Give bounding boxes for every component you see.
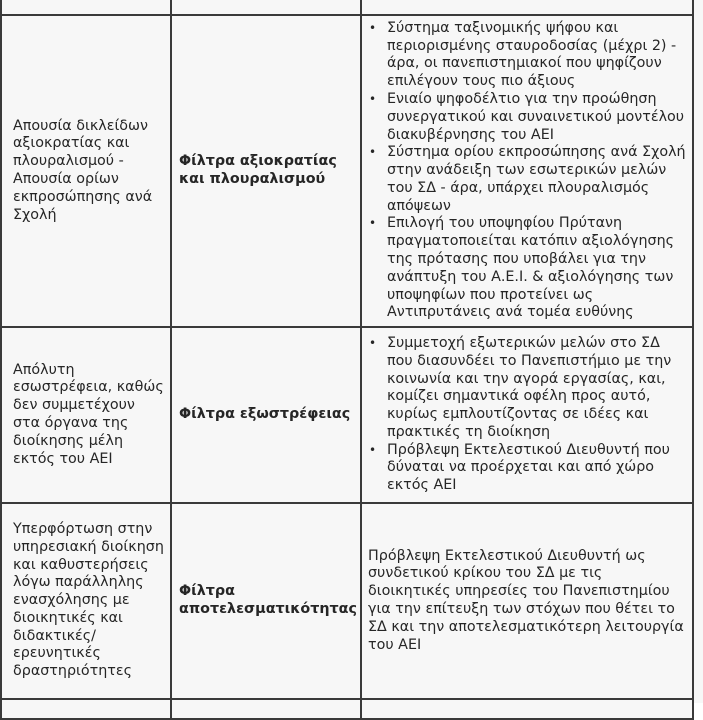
problem-cell: [1, 699, 171, 719]
table-row: [1, 327, 693, 503]
filter-cell: [171, 699, 361, 719]
filter-cell: [171, 0, 361, 15]
problem-text: Απόλυτη εσωστρέφεια, καθώς δεν συμμετέχουν στα όργανα της διοίκησης μέλη εκτός του ΑΕΙ: [13, 361, 164, 467]
filter-label: Φίλτρα αποτελεσματικότητας: [179, 583, 357, 617]
list-item: • Σύστημα ορίου εκπροσώπησης ανά Σχολή στην ανάδειξη των εσωτερικών μελών του ΣΔ - άρα, υπάρχει πλουραλισμός απόψεων: [369, 144, 686, 214]
bullet-icon: •: [369, 20, 377, 35]
problem-cell: [1, 0, 171, 15]
bullet-icon: •: [369, 91, 377, 106]
measures-cell: [361, 699, 693, 719]
bullet-icon: •: [369, 216, 377, 231]
measures-list: [368, 20, 686, 323]
filter-cell: [171, 503, 361, 699]
table-row: [1, 15, 693, 327]
filter-label: Φίλτρα εξωστρέφειας: [179, 406, 351, 423]
table-row: [1, 0, 693, 15]
measures-list: [368, 335, 686, 495]
table-row: [1, 503, 693, 699]
problem-cell: [1, 15, 171, 327]
list-item: • Σύστημα ταξινομικής ψήφου και περιορισμένης σταυροδοσίας (μέχρι 2) - άρα, οι πανεπιστημιακοί που ψηφίζουν επιλέγουν τους πιο άξιους: [369, 19, 677, 90]
list-item: • Επιλογή του υποψηφίου Πρύτανη πραγματοποιείται κατόπιν αξιολόγησης της πρότασης που υποβάλει για την ανάπτυξη του Α.Ε.Ι. & αξιολόγησης των υποψηφίων που προτείνει ως Αντιπρυτάνεις ανά τομέα ευθύνης: [369, 215, 675, 321]
problem-text: Απουσία δικλείδων αξιοκρατίας και πλουραλισμού - Απουσία ορίων εκπροσώπησης ανά Σχολή: [13, 117, 153, 223]
list-item: • Συμμετοχή εξωτερικών μελών στο ΣΔ που διασυνδέει το Πανεπιστήμιο με την κοινωνία και την αγορά εργασίας, και, κομίζει σημαντικά οφέλη προς αυτό, κυρίως εμπλουτίζοντας σε ιδέες και πρακτικές τη διοίκηση: [369, 334, 672, 440]
filter-cell: [171, 15, 361, 327]
list-item: • Πρόβλεψη Εκτελεστικού Διευθυντή που δύναται να προέρχεται και από χώρο εκτός ΑΕΙ: [369, 441, 670, 494]
bullet-icon: •: [369, 145, 377, 160]
table-row: [1, 699, 693, 719]
measures-cell: [361, 0, 693, 15]
filter-label: Φίλτρα αξιοκρατίας και πλουραλισμού: [179, 153, 337, 187]
measures-text: Πρόβλεψη Εκτελεστικού Διευθυντή ως συνδετικού κρίκου του ΣΔ με τις διοικητικές υπηρεσίες του Πανεπιστημίου για την επίτευξη των στόχων που θέτει το ΣΔ και την αποτελεσματικότερη λειτουργία του ΑΕΙ: [368, 547, 684, 653]
problem-cell: [1, 327, 171, 503]
filter-cell: [171, 327, 361, 503]
bullet-icon: •: [369, 335, 377, 350]
bullet-icon: •: [369, 442, 377, 457]
problem-text: Υπερφόρτωση στην υπηρεσιακή διοίκηση και καθυστερήσεις λόγω παράλληλης ενασχόλησης με διοικητικές και διδακτικές/ ερευνητικές δραστηριότητες: [13, 520, 164, 680]
problem-cell: [1, 503, 171, 699]
measures-cell: [361, 327, 693, 503]
measures-cell: [361, 503, 693, 699]
list-item: • Ενιαίο ψηφοδέλτιο για την προώθηση συνεργατικού και συναινετικού μοντέλου διακυβέρνησης του ΑΕΙ: [369, 90, 685, 143]
measures-cell: [361, 15, 693, 327]
